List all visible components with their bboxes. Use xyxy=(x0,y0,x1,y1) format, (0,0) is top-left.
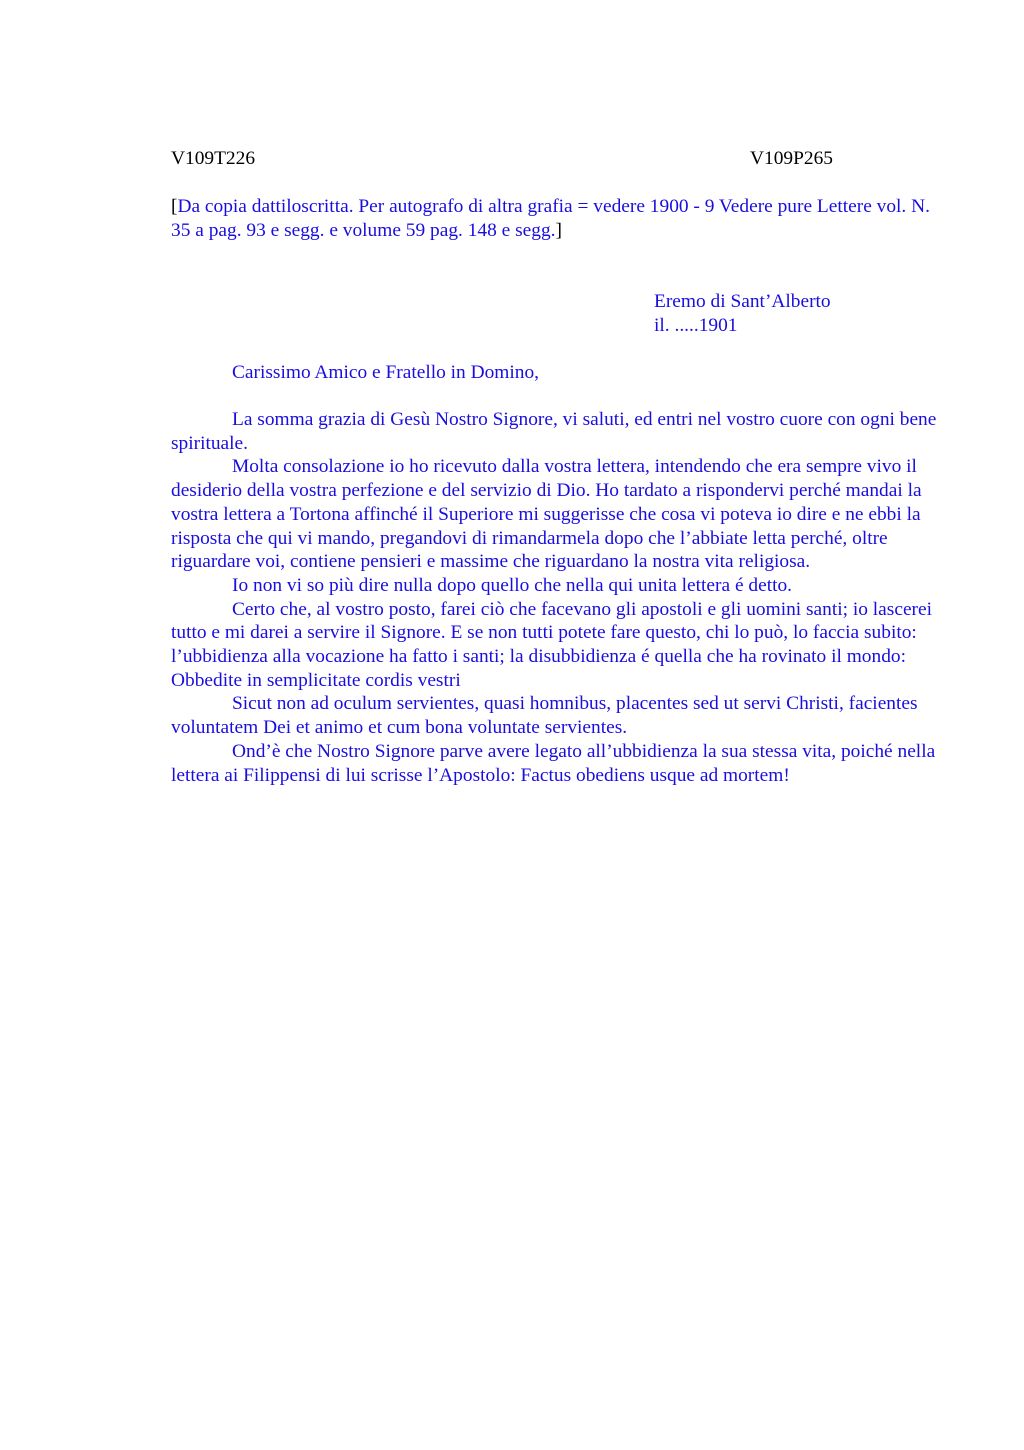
letter-paragraph: Sicut non ad oculum servientes, quasi homnibus, placentes sed ut servi Christi, facientes voluntatem Dei et animo et cum bona voluntate servientes. xyxy=(171,693,918,739)
letter-salutation: Carissimo Amico e Fratello in Domino, xyxy=(232,362,539,383)
letter-place: Eremo di Sant’Alberto xyxy=(654,291,831,312)
note-close-bracket: ] xyxy=(555,219,562,241)
letter-paragraph: Ond’è che Nostro Signore parve avere legato all’ubbidienza la sua stessa vita, poiché nella lettera ai Filippensi di lui scrisse l’Apostolo: Factus obediens usque ad mortem! xyxy=(171,740,936,786)
letter-place-date xyxy=(654,290,954,337)
letter-body xyxy=(171,408,941,787)
letter-paragraph: Molta consolazione io ho ricevuto dalla vostra lettera, intendendo che era sempre vivo il desiderio della vostra perfezione e del servizio di Dio. Ho tardato a rispondervi perché mandai la vostra lettera a Tortona affinché il Superiore mi suggerisse che cosa vi poteva io dire e ne ebbi la risposta che qui vi mando, pregandovi di rimandarmela dopo che l’abbiate letta perché, oltre riguardare voi, contiene pensieri e massime che riguardano la nostra vita religiosa. xyxy=(171,456,922,573)
editorial-note xyxy=(171,195,941,242)
document-reference-right: V109P265 xyxy=(750,148,833,169)
note-text: Da copia dattiloscritta. Per autografo di altra grafia = vedere 1900 - 9 Vedere pure Lettere vol. N. 35 a pag. 93 e segg. e volume 59 pag. 148 e segg. xyxy=(171,196,930,241)
letter-paragraph: Certo che, al vostro posto, farei ciò che facevano gli apostoli e gli uomini santi; io lascerei tutto e mi darei a servire il Signore. E se non tutti potete fare questo, chi lo può, lo faccia subito: l’ubbidienza alla vocazione ha fatto i santi; la disubbidienza é quella che ha rovinato il mondo: Obbedite in semplicitate cordis vestri xyxy=(171,598,933,691)
letter-paragraph: La somma grazia di Gesù Nostro Signore, vi saluti, ed entri nel vostro cuore con ogni bene spirituale. xyxy=(171,409,937,454)
letter-paragraph: Io non vi so più dire nulla dopo quello che nella qui unita lettera é detto. xyxy=(232,574,793,596)
document-reference-left: V109T226 xyxy=(171,148,256,169)
note-open-bracket: [ xyxy=(171,196,178,217)
letter-date: il. .....1901 xyxy=(654,314,738,336)
